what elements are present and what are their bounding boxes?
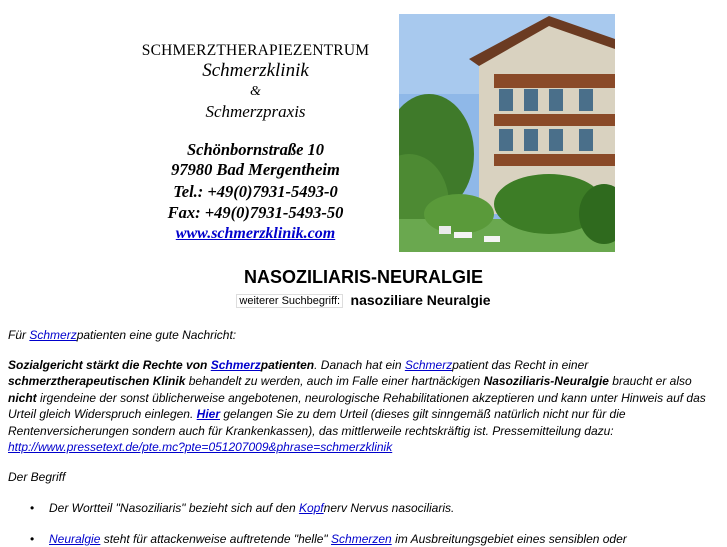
- news-headline-text: Sozialgericht stärkt die Rechte von: [8, 358, 211, 372]
- banner-ampersand: &: [250, 84, 261, 99]
- schmerz-link[interactable]: Schmerz: [404, 358, 453, 372]
- intro-post: patienten eine gute Nachricht:: [76, 328, 237, 342]
- banner-org: SCHMERZTHERAPIEZENTRUM: [141, 42, 370, 59]
- news-text: . Danach hat ein: [314, 358, 405, 372]
- keyword-row: [0, 292, 727, 310]
- banner-clinic: Schmerzklinik: [202, 60, 309, 81]
- bullet-pre: Der Wortteil "Nasoziliaris" bezieht sich auf den: [49, 501, 299, 515]
- header-banner: [112, 12, 615, 252]
- news-text: patient das Recht in einer: [452, 358, 589, 372]
- banner-street: Schönbornstraße 10: [186, 140, 325, 159]
- schmerz-link[interactable]: Schmerz: [210, 358, 261, 372]
- bullet-mid: steht für attackenweise auftretende "helle": [100, 532, 332, 546]
- page-title: NASOZILIARIS-NEURALGIE: [243, 267, 483, 287]
- news-text: gelangen Sie zu dem Urteil (dieses gilt sinngemäß natürlich nicht nur für die Rentenversicherungen sondern auch für Krankenkassen), das mittlerweile rechtskräftig ist. Pressemitteilung dazu:: [8, 407, 626, 438]
- news-headline-end: patienten: [260, 358, 315, 372]
- clinic-photo: [399, 14, 615, 252]
- kopf-link[interactable]: Kopf: [298, 501, 324, 515]
- news-text: behandelt zu werden, auch im Falle einer hartnäckigen: [185, 374, 484, 389]
- intro-text: [8, 327, 716, 343]
- news-text: braucht er also: [608, 374, 692, 389]
- banner-website-link[interactable]: www.schmerzklinik.com: [175, 225, 336, 242]
- neuralgie-link[interactable]: Neuralgie: [49, 532, 101, 546]
- banner-city: 97980 Bad Mergentheim: [171, 160, 340, 179]
- news-bold-clinic: schmerztherapeutischen Klinik: [8, 374, 186, 389]
- news-bold-nicht: nicht: [8, 390, 37, 405]
- section-heading: Der Begriff: [8, 470, 66, 484]
- list-item-text: [49, 500, 454, 516]
- banner-practice: Schmerzpraxis: [205, 102, 306, 121]
- bullet-post: im Ausbreitungsgebiet eines sensiblen oder: [391, 532, 627, 546]
- pressetext-link[interactable]: http://www.pressetext.de/pte.mc?pte=051207009&phrase=schmerzklinik: [8, 440, 393, 455]
- news-paragraph: [8, 357, 716, 455]
- news-text: irgendeine der sonst üblicherweise angebotenen, neurologische Rehabilitationen akzeptieren und kann unter Hinweis auf das Urteil gleich Widerspruch einlegen.: [8, 390, 706, 422]
- hier-link[interactable]: Hier: [196, 407, 220, 422]
- banner-text: [112, 12, 399, 252]
- bullet-post: nerv Nervus nasociliaris.: [323, 501, 455, 515]
- schmerzen-link[interactable]: Schmerzen: [331, 532, 392, 546]
- keyword-value: nasoziliare Neuralgie: [350, 292, 491, 308]
- news-bold-neuralgia: Nasoziliaris-Neuralgie: [483, 374, 609, 389]
- news-headline: [8, 358, 314, 372]
- keyword-label: weiterer Suchbegriff:: [236, 294, 343, 308]
- intro-pre: Für: [8, 328, 30, 342]
- banner-fax: Fax: +49(0)7931-5493-50: [167, 203, 344, 222]
- banner-tel: Tel.: +49(0)7931-5493-0: [173, 182, 338, 201]
- schmerz-link[interactable]: Schmerz: [29, 328, 77, 342]
